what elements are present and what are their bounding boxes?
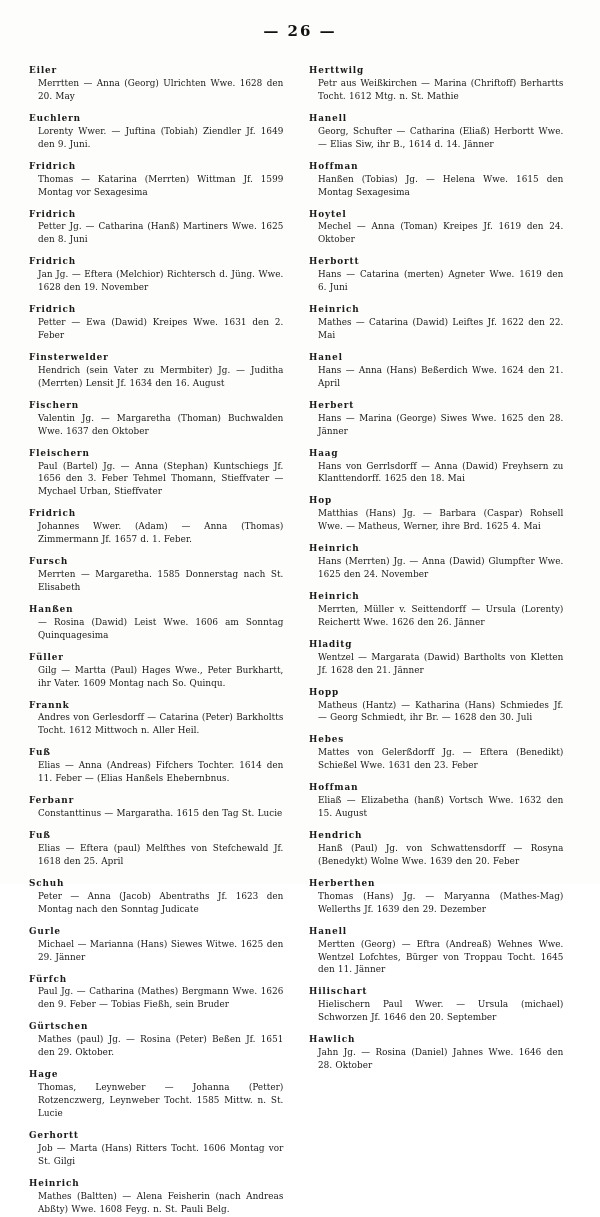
entry-text: Lorenty Wwer. — Juftina (Tobiah) Ziendler Jf. 1649 den 9. Juni. — [38, 126, 284, 150]
register-entry — [29, 400, 291, 439]
entry-text: Constanttinus — Margaratha. 1615 den Tag St. Lucie — [38, 809, 283, 820]
entry-text: Jahn Jg. — Rosina (Daniel) Jahnes Wwe. 1646 den 28. Oktober — [318, 1048, 564, 1072]
entry-text: Hans — Catarina (merten) Agneter Wwe. 1619 den 6. Juni — [318, 270, 564, 294]
entry-surname: Fridrich — [29, 304, 77, 316]
register-entry — [29, 830, 291, 869]
register-entry — [29, 700, 291, 739]
entry-text: Wentzel — Margarata (Dawid) Bartholts von Kletten Jf. 1628 den 21. Jänner — [318, 652, 564, 676]
entry-text: Georg, Schufter — Catharina (Eliaß) Herbortt Wwe. — Elias Siw, ihr B., 1614 d. 14. Jänner — [318, 126, 564, 150]
register-entry — [29, 1130, 291, 1169]
entry-text: Gilg — Martta (Paul) Hages Wwe., Peter Burkhartt, ihr Vater. 1609 Montag nach So. Quinqu. — [38, 665, 284, 689]
entry-text: Matheus (Hantz) — Katharina (Hans) Schmiedes Jf. — Georg Schmiedt, ihr Br. — 1628 den 30. Juli — [318, 700, 564, 724]
entry-text: Mertten (Georg) — Eftra (Andreaß) Wehnes Wwe. Wentzel Lofchtes, Bürger von Troppau Tocht. 1645 den 11. Jänner — [318, 939, 564, 976]
entry-text: Merrtten — Anna (Georg) Ulrichten Wwe. 1628 den 20. May — [38, 79, 284, 102]
entry-surname: Hanell — [309, 925, 348, 937]
entry-text: Thomas (Hans) Jg. — Maryanna (Mathes-Mag) Wellerths Jf. 1639 den 29. Dezember — [318, 891, 564, 915]
register-entry — [29, 1069, 291, 1121]
register-entry — [309, 782, 571, 821]
entry-surname: Heinrich — [29, 1177, 80, 1189]
register-entry — [29, 604, 291, 643]
entry-surname: Hoffman — [309, 782, 359, 794]
entry-text: Merrten — Margaretha. 1585 Donnerstag nach St. Elisabeth — [38, 570, 284, 593]
register-entry — [29, 1178, 291, 1217]
entry-text: Peter — Anna (Jacob) Abentraths Jf. 1623 den Montag nach den Sonntag Judicate — [38, 891, 284, 915]
entry-surname: Hladitg — [309, 638, 353, 650]
entry-text: Petter Jg. — Catharina (Hanß) Martiners Wwe. 1625 den 8. Juni — [38, 222, 284, 246]
entry-text: Andres von Gerlesdorff — Catarina (Peter) Barkholtts Tocht. 1612 Mittwoch n. Aller Heil. — [38, 713, 284, 737]
entry-text: Michael — Marianna (Hans) Siewes Witwe. 1625 den 29. Jänner — [38, 939, 284, 963]
entry-text: Hans von Gerrlsdorff — Anna (Dawid) Freyhsern zu Klanttendorff. 1625 den 18. Mai — [318, 461, 564, 485]
entry-text: Paul (Bartel) Jg. — Anna (Stephan) Kuntschiegs Jf. 1656 den 3. Feber Tehmel Thomann, Stieffvater — Mychael Urban, Stieffvater — [38, 461, 284, 498]
entry-surname: Ferbanr — [29, 795, 75, 807]
entry-text: Hans — Marina (George) Siwes Wwe. 1625 den 28. Jänner — [318, 413, 564, 437]
column-right — [309, 56, 571, 1217]
entry-text: Matthias (Hans) Jg. — Barbara (Caspar) Rohsell Wwe. — Matheus, Werner, ihre Brd. 1625 4. Mai — [318, 509, 564, 533]
entry-surname: Fridrich — [29, 256, 77, 268]
entry-surname: Hawlich — [309, 1034, 356, 1046]
entry-surname: Hendrich — [309, 830, 363, 842]
register-entry — [29, 974, 291, 1013]
register-entry — [309, 986, 571, 1025]
entry-surname: Gürtschen — [29, 1021, 89, 1033]
entry-surname: Eiler — [29, 65, 58, 77]
entry-text: Johannes Wwer. (Adam) — Anna (Thomas) Zimmermann Jf. 1657 d. 1. Feber. — [38, 522, 284, 546]
register-entry — [29, 113, 291, 152]
register-entry — [309, 113, 571, 152]
entry-surname: Hage — [29, 1069, 59, 1081]
entry-surname: Hilischart — [309, 986, 368, 998]
entry-text: Jan Jg. — Eftera (Melchior) Richtersch d. Jüng. Wwe. 1628 den 19. November — [38, 270, 284, 294]
entry-surname: Hebes — [309, 734, 345, 746]
entry-surname: Hanell — [309, 112, 348, 124]
entry-surname: Fursch — [29, 556, 69, 568]
register-entry — [29, 926, 291, 965]
entry-text: Hendrich (sein Vater zu Mermbiter) Jg. — Juditha (Merrten) Lensit Jf. 1634 den 16. August — [38, 365, 284, 389]
register-entry — [309, 495, 571, 534]
entry-surname: Hoytel — [309, 208, 347, 220]
entry-text: Elias — Eftera (paul) Melfthes von Stefchewald Jf. 1618 den 25. April — [38, 844, 284, 867]
entry-text: Hielischern Paul Wwer. — Ursula (michael) Schworzen Jf. 1646 den 20. September — [318, 1000, 564, 1024]
entry-text: Job — Marta (Hans) Ritters Tocht. 1606 Montag vor St. Gilgi — [38, 1143, 284, 1167]
entry-surname: Schuh — [29, 877, 65, 889]
entry-text: Elias — Anna (Andreas) Fifchers Tochter. 1614 den 11. Feber — (Elias Hanßels Ehebernbnus. — [38, 761, 284, 785]
entry-surname: Haag — [309, 447, 339, 459]
entry-surname: Fuß — [29, 747, 51, 759]
register-entry — [309, 65, 571, 104]
register-entry — [29, 556, 291, 595]
register-entry — [29, 65, 291, 104]
entry-surname: Fridrich — [29, 160, 77, 172]
entry-text: Petr aus Weißkirchen — Marina (Chriftoff) Berhartts Tocht. 1612 Mtg. n. St. Mathie — [318, 79, 564, 102]
entry-surname: Herbert — [309, 399, 355, 411]
entry-surname: Herttwilg — [309, 65, 365, 77]
register-entry — [29, 795, 291, 821]
register-entry — [309, 352, 571, 391]
entry-surname: Herbortt — [309, 256, 360, 268]
register-entry — [29, 652, 291, 691]
register-entry — [309, 304, 571, 343]
register-entry — [29, 747, 291, 786]
register-entry — [309, 256, 571, 295]
two-column-body — [0, 56, 600, 1217]
entry-text: Mechel — Anna (Toman) Kreipes Jf. 1619 den 24. Oktober — [318, 222, 564, 246]
register-entry — [29, 508, 291, 547]
register-entry — [309, 543, 571, 582]
register-entry — [29, 161, 291, 200]
entry-surname: Hanßen — [29, 603, 74, 615]
entry-surname: Füller — [29, 651, 64, 663]
register-entry — [29, 448, 291, 500]
entry-surname: Herberthen — [309, 877, 376, 889]
entry-text: Valentin Jg. — Margaretha (Thoman) Buchwalden Wwe. 1637 den Oktober — [38, 413, 284, 437]
entry-surname: Fridrich — [29, 508, 77, 520]
entry-text: Hans (Merrten) Jg. — Anna (Dawid) Glumpfter Wwe. 1625 den 24. November — [318, 557, 564, 581]
entry-text: Hanß (Paul) Jg. von Schwattensdorff — Rosyna (Benedykt) Wolne Wwe. 1639 den 20. Feber — [318, 844, 564, 867]
register-entry — [29, 256, 291, 295]
entry-text: Hanßen (Tobias) Jg. — Helena Wwe. 1615 den Montag Sexagesima — [318, 174, 564, 198]
entry-surname: Fuß — [29, 830, 51, 842]
entry-text: Mattes von Gelerßdorff Jg. — Eftera (Benedikt) Schießel Wwe. 1631 den 23. Feber — [318, 748, 564, 772]
register-entry — [309, 448, 571, 487]
register-entry — [309, 830, 571, 869]
register-entry — [309, 209, 571, 248]
entry-surname: Gurle — [29, 925, 61, 937]
entry-text: Hans — Anna (Hans) Beßerdich Wwe. 1624 den 21. April — [318, 365, 564, 389]
register-entry — [29, 209, 291, 248]
register-entry — [309, 591, 571, 630]
entry-text: Thomas — Katarina (Merrten) Wittman Jf. 1599 Montag vor Sexagesima — [38, 174, 284, 198]
register-entry — [29, 352, 291, 391]
entry-text: Petter — Ewa (Dawid) Kreipes Wwe. 1631 den 2. Feber — [38, 318, 284, 341]
entry-surname: Gerhortt — [29, 1129, 79, 1141]
entry-surname: Finsterwelder — [29, 351, 109, 363]
register-entry — [29, 1021, 291, 1060]
entry-text: Paul Jg. — Catharina (Mathes) Bergmann Wwe. 1626 den 9. Feber — Tobias Fießh, sein Bruder — [38, 987, 284, 1011]
entry-text: Mathes (paul) Jg. — Rosina (Peter) Beßen Jf. 1651 den 29. Oktober. — [38, 1035, 284, 1059]
page-number: — 26 — — [263, 22, 337, 40]
entry-text: Mathes (Baltten) — Alena Feisherin (nach Andreas Abßty) Wwe. 1608 Feyg. n. St. Pauli Belg. — [38, 1191, 284, 1215]
entry-text: Thomas, Leynweber — Johanna (Petter) Rotzenczwerg, Leynweber Tocht. 1585 Mittw. n. St. Lucie — [38, 1083, 284, 1119]
entry-surname: Fischern — [29, 399, 80, 411]
entry-surname: Hanel — [309, 351, 343, 363]
entry-surname: Hoffman — [309, 160, 359, 172]
entry-surname: Heinrich — [309, 591, 360, 603]
entry-text: Merrten, Müller v. Seittendorff — Ursula (Lorenty) Reichertt Wwe. 1626 den 26. Jänner — [318, 604, 564, 628]
entry-surname: Hopp — [309, 686, 340, 698]
entry-text: Eliaß — Elizabetha (hanß) Vortsch Wwe. 1632 den 15. August — [318, 796, 564, 820]
entry-surname: Fürfch — [29, 973, 67, 985]
entry-surname: Hop — [309, 495, 333, 507]
entry-surname: Heinrich — [309, 304, 360, 316]
column-left — [29, 56, 291, 1217]
register-entry — [29, 304, 291, 343]
entry-surname: Fridrich — [29, 208, 77, 220]
entry-surname: Euchlern — [29, 112, 81, 124]
entry-text: Mathes — Catarina (Dawid) Leiftes Jf. 1622 den 22. Mai — [318, 318, 564, 341]
register-entry — [309, 1034, 571, 1073]
register-entry — [309, 400, 571, 439]
entry-text: — Rosina (Dawid) Leist Wwe. 1606 am Sonntag Quinquagesima — [38, 617, 284, 641]
register-entry — [309, 639, 571, 678]
entry-surname: Fleischern — [29, 447, 90, 459]
register-entry — [309, 926, 571, 978]
register-entry — [309, 734, 571, 773]
entry-surname: Frannk — [29, 699, 70, 711]
register-entry — [309, 161, 571, 200]
entry-surname: Heinrich — [309, 543, 360, 555]
register-entry — [309, 687, 571, 726]
